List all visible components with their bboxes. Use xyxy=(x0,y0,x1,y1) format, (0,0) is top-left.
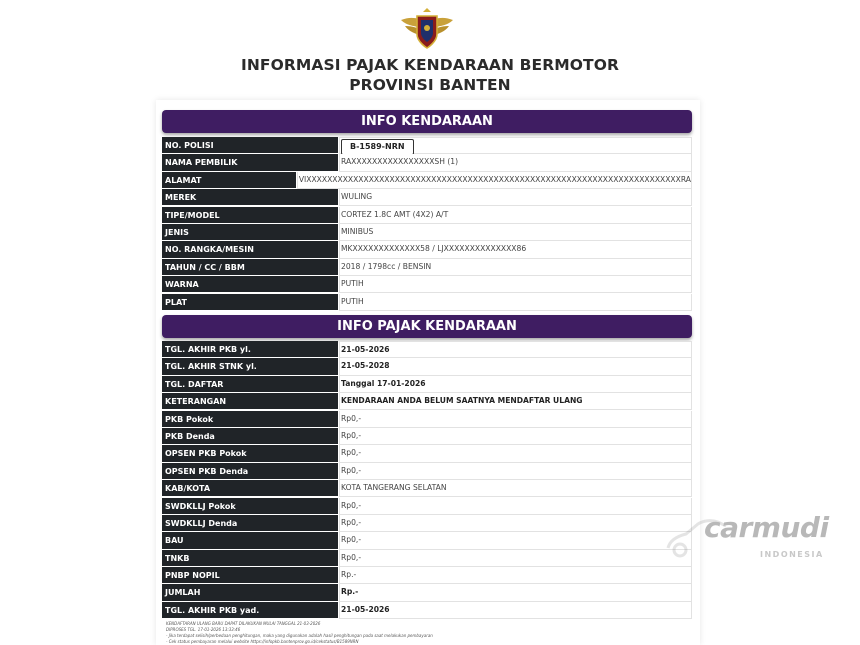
row-value: 21-05-2026 xyxy=(339,602,692,619)
table-row xyxy=(162,137,692,154)
row-value: Rp0,- xyxy=(339,550,692,567)
row-label: SWDKLLJ Denda xyxy=(162,515,338,532)
row-value: KENDARAAN ANDA BELUM SAATNYA MENDAFTAR ULANG xyxy=(339,393,692,410)
table-row xyxy=(162,567,692,584)
page-subtitle: PROVINSI BANTEN xyxy=(349,76,511,94)
plate-number-badge: B-1589-NRN xyxy=(341,139,414,155)
footnote-difference: - Jika terdapat selisih/perbedaan penghitungan, maka yang digunakan adalah hasil penghitungan pada saat melakukan pembayaran xyxy=(166,633,433,638)
table-row xyxy=(162,498,692,515)
row-label: ALAMAT xyxy=(162,172,296,189)
row-label: WARNA xyxy=(162,276,338,293)
row-label: NAMA PEMBILIK xyxy=(162,154,338,171)
row-value: PUTIH xyxy=(339,294,692,311)
table-row xyxy=(162,393,692,410)
table-row xyxy=(162,276,692,293)
table-row xyxy=(162,376,692,393)
table-row xyxy=(162,259,692,276)
row-label: NO. RANGKA/MESIN xyxy=(162,241,338,258)
footnote-processed: DIPROSES TGL. 17-01-2026 13:33:46 xyxy=(166,627,241,632)
page-title: INFORMASI PAJAK KENDARAAN BERMOTOR xyxy=(240,56,620,74)
footnote-registration: KENDAFTARAN ULANG BARU DAPAT DILAKUKAN MULAI TANGGAL 21-03-2026 xyxy=(166,621,321,626)
table-row xyxy=(162,172,692,189)
row-label: PNBP NOPIL xyxy=(162,567,338,584)
row-label: JENIS xyxy=(162,224,338,241)
table-row xyxy=(162,428,692,445)
row-value: PUTIH xyxy=(339,276,692,293)
row-value: Rp0,- xyxy=(339,463,692,480)
row-label: OPSEN PKB Denda xyxy=(162,463,338,480)
row-label: TGL. AKHIR PKB yl. xyxy=(162,341,338,358)
row-label: PKB Pokok xyxy=(162,411,338,428)
table-row xyxy=(162,358,692,375)
row-label: MEREK xyxy=(162,189,338,206)
row-label: TAHUN / CC / BBM xyxy=(162,259,338,276)
row-value: Rp0,- xyxy=(339,445,692,462)
table-row xyxy=(162,241,692,258)
row-label: KAB/KOTA xyxy=(162,480,338,497)
row-label: BAU xyxy=(162,532,338,549)
table-row xyxy=(162,532,692,549)
row-value: WULING xyxy=(339,189,692,206)
watermark-brand: carmudi xyxy=(704,511,829,544)
table-row xyxy=(162,294,692,311)
row-value: Rp0,- xyxy=(339,428,692,445)
tax-section-header: INFO PAJAK KENDARAAN xyxy=(162,315,692,338)
table-row xyxy=(162,515,692,532)
row-label: JUMLAH xyxy=(162,584,338,601)
row-value: RAXXXXXXXXXXXXXXXXSH (1) xyxy=(339,154,692,171)
row-label: TGL. AKHIR STNK yl. xyxy=(162,358,338,375)
row-label: SWDKLLJ Pokok xyxy=(162,498,338,515)
row-value: 21-05-2028 xyxy=(339,358,692,375)
row-value: 21-05-2026 xyxy=(339,341,692,358)
table-row xyxy=(162,341,692,358)
table-row xyxy=(162,445,692,462)
row-value: VIXXXXXXXXXXXXXXXXXXXXXXXXXXXXXXXXXXXXXXXXXXXXXXXXXXXXXXXXXXXXXXXXXXXXXXXXRA xyxy=(297,172,692,189)
table-row xyxy=(162,550,692,567)
row-label: KETERANGAN xyxy=(162,393,338,410)
row-label: NO. POLISI xyxy=(162,137,338,154)
row-label: TGL. DAFTAR xyxy=(162,376,338,393)
row-label: PKB Denda xyxy=(162,428,338,445)
row-value: Rp0,- xyxy=(339,411,692,428)
row-label: TNKB xyxy=(162,550,338,567)
row-value: CORTEZ 1.8C AMT (4X2) A/T xyxy=(339,207,692,224)
row-value: Rp.- xyxy=(339,567,692,584)
table-row xyxy=(162,584,692,601)
row-label: PLAT xyxy=(162,294,338,311)
row-value: Rp.- xyxy=(339,584,692,601)
row-value xyxy=(339,137,692,154)
row-value: Rp0,- xyxy=(339,515,692,532)
row-label: OPSEN PKB Pokok xyxy=(162,445,338,462)
footnote-check-status: - Cek status pembayaran melalui website https://infopkb.bantenprov.go.id/cekstatus/B1589NRN xyxy=(166,639,359,644)
row-value: 2018 / 1798cc / BENSIN xyxy=(339,259,692,276)
table-row xyxy=(162,154,692,171)
row-value: MKXXXXXXXXXXXXX58 / LJXXXXXXXXXXXXXX86 xyxy=(339,241,692,258)
tax-info-table xyxy=(162,341,692,619)
table-row xyxy=(162,411,692,428)
table-row xyxy=(162,224,692,241)
vehicle-section-header: INFO KENDARAAN xyxy=(162,110,692,133)
row-value: Tanggal 17-01-2026 xyxy=(339,376,692,393)
row-value: KOTA TANGERANG SELATAN xyxy=(339,480,692,497)
row-value: MINIBUS xyxy=(339,224,692,241)
row-value: Rp0,- xyxy=(339,498,692,515)
row-value: Rp0,- xyxy=(339,532,692,549)
table-row xyxy=(162,463,692,480)
table-row xyxy=(162,602,692,619)
watermark-sub: INDONESIA xyxy=(760,550,824,559)
table-row xyxy=(162,189,692,206)
table-row xyxy=(162,480,692,497)
police-emblem-icon xyxy=(399,6,455,52)
row-label: TGL. AKHIR PKB yad. xyxy=(162,602,338,619)
row-label: TIPE/MODEL xyxy=(162,207,338,224)
table-row xyxy=(162,207,692,224)
vehicle-info-table xyxy=(162,137,692,311)
